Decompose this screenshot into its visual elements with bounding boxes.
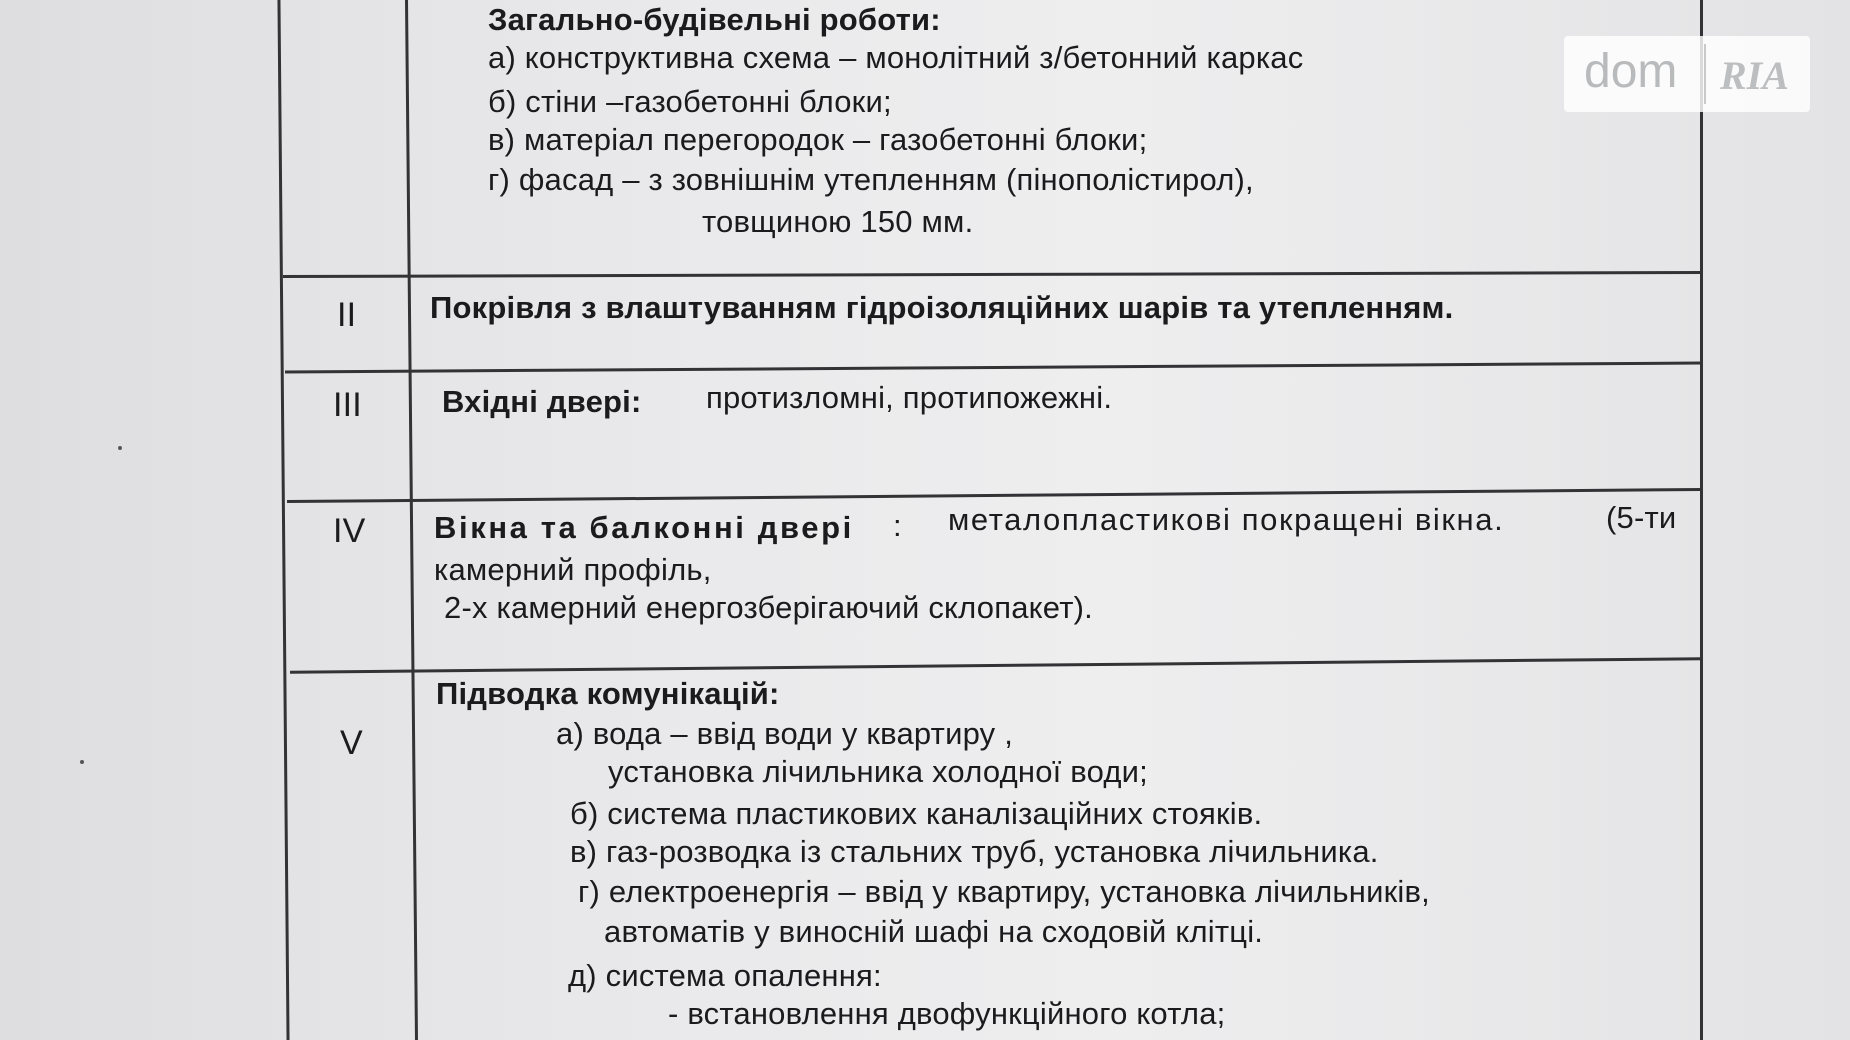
row5-line-a: а) вода – ввід води у квартиру , [556,716,1014,751]
watermark-dom-text: dom [1584,45,1678,98]
row-divider-4 [290,657,1702,674]
row5-line-d2: автоматів у виносній шафі на сходовій клітці. [604,914,1264,949]
row3-label: Вхідні двері: [442,384,642,419]
row5-line-e2: - встановлення двофункційного котла; [668,996,1226,1031]
section1-line-a: а) конструктивна схема – монолітний з/бетонний каркас [488,40,1304,75]
row3-text: протизломні, протипожежні. [706,380,1113,415]
row4-label: Вікна та балконні двері [434,510,854,545]
row2-text: Покрівля з влаштуванням гідроізоляційних шарів та утепленням. [430,290,1454,325]
section1-heading: Загально-будівельні роботи: [488,2,941,37]
domria-watermark [1564,36,1810,112]
watermark-separator [1704,44,1706,104]
column-divider [405,0,418,1040]
section1-line-d: г) фасад – з зовнішнім утепленням (пінополістирол), [488,162,1254,197]
row4-line3: 2-х камерний енергозберігаючий склопакет). [444,590,1093,625]
row5-line-b: б) система пластикових каналізаційних стояків. [570,796,1263,831]
row2-number: II [337,296,357,334]
table-left-border [277,0,289,1040]
scan-speck [80,760,84,764]
row4-number: IV [333,512,366,550]
section1-line-b: б) стіни –газобетонні блоки; [488,84,892,119]
row5-line-e: д) система опалення: [568,958,882,993]
section1-line-c: в) матеріал перегородок – газобетонні блоки; [488,122,1148,157]
row5-line-a2: установка лічильника холодної води; [608,754,1148,789]
row4-colon: : [893,508,902,543]
row5-heading: Підводка комунікацій: [436,676,780,711]
row4-line2: камерний профіль, [434,552,712,587]
row4-tail: (5-ти [1606,500,1677,535]
row-divider-2 [285,362,1701,374]
row3-number: III [333,386,362,424]
row-divider-3 [287,488,1701,503]
row5-number: V [340,724,363,762]
row5-line-c: в) газ-розводка із стальних труб, установка лічильника. [570,834,1379,869]
scan-speck [118,446,122,450]
row5-line-d: г) електроенергія – ввід у квартиру, установка лічильників, [578,874,1430,909]
section1-line-e: товщиною 150 мм. [702,204,974,239]
row-divider-1 [283,271,1701,278]
table-right-border [1700,0,1703,1040]
watermark-ria-logo: RIA [1720,53,1789,98]
row4-text: металопластикові покращені вікна. [948,502,1505,537]
